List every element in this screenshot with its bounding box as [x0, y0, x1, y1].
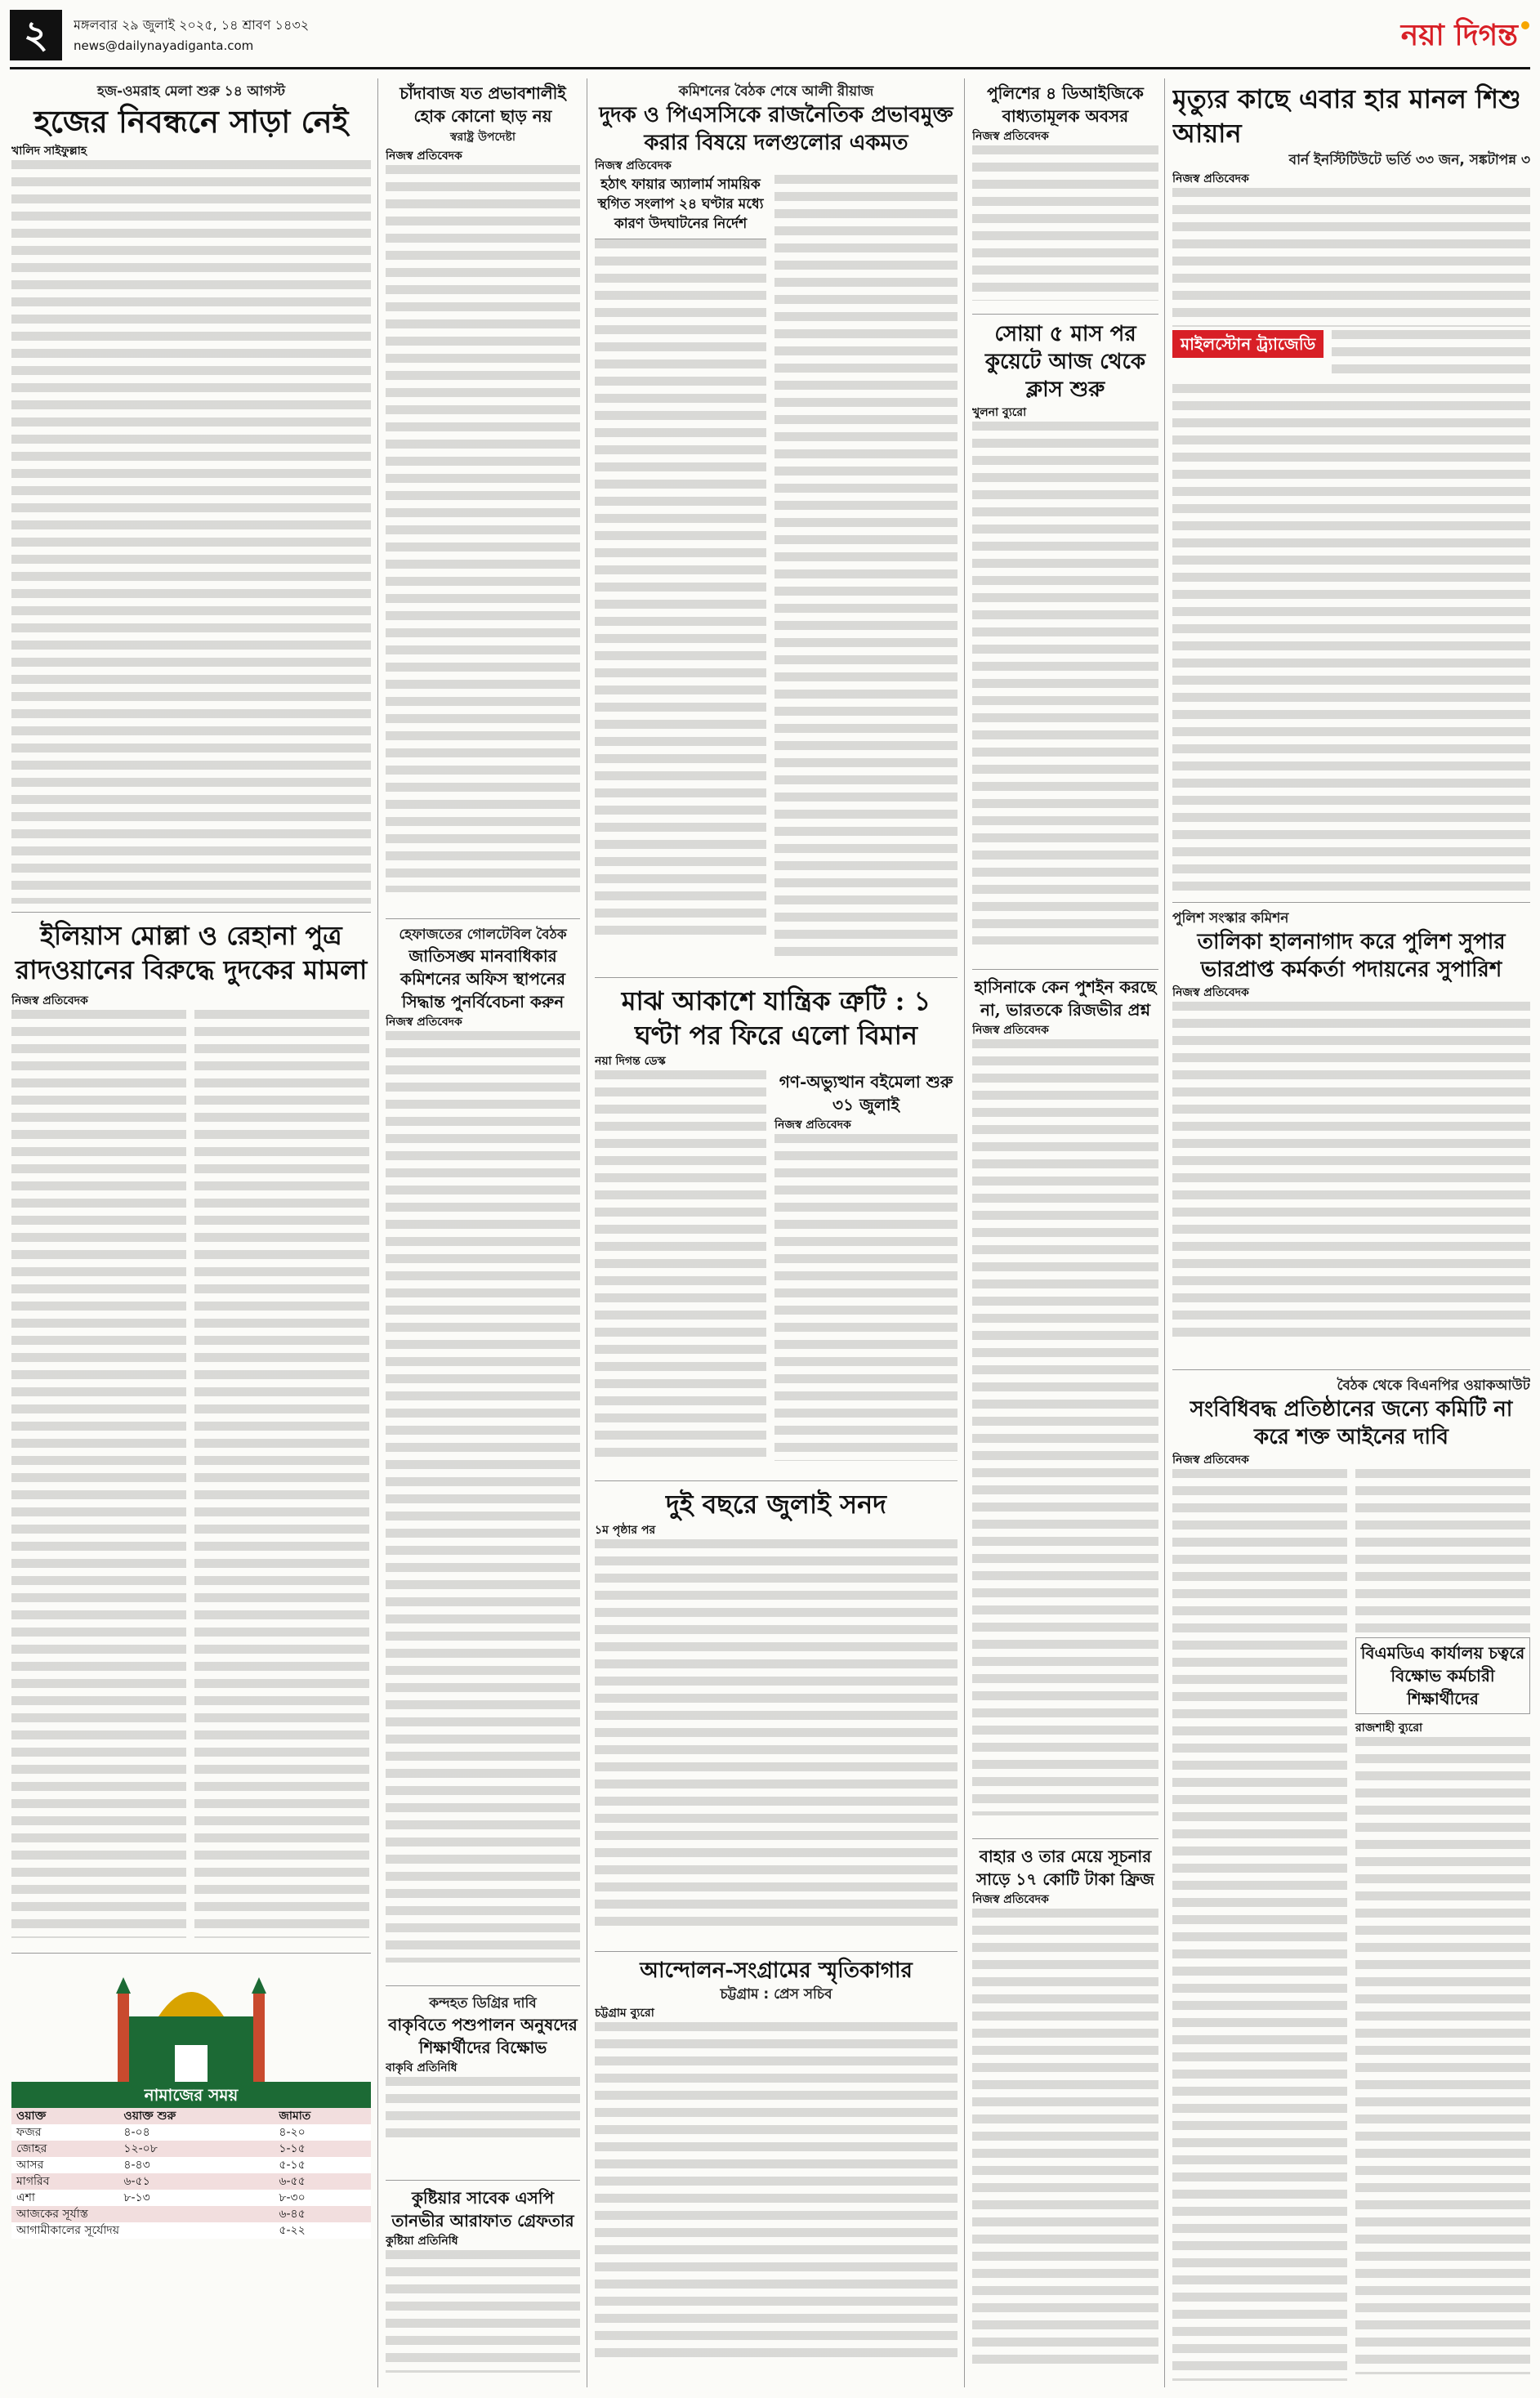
- article-headline[interactable]: সংবিধিবদ্ধ প্রতিষ্ঠানের জন্যে কমিটি না করে শক্ত আইনের দাবি: [1190, 1397, 1513, 1449]
- article-kushtia[interactable]: [386, 2186, 580, 2391]
- article-byline: নিজস্ব প্রতিবেদক: [386, 150, 462, 163]
- prayer-cell: ৫-১৫: [274, 2157, 371, 2173]
- page-number: ২: [10, 10, 62, 60]
- prayer-cell: আসর: [11, 2157, 118, 2173]
- article-body: [1172, 384, 1530, 891]
- article-body: [1172, 1002, 1530, 1345]
- prayer-table: [11, 2108, 371, 2239]
- prayer-cell: ৪-৪৩: [118, 2157, 274, 2173]
- article-headline[interactable]: মাঝ আকাশে যান্ত্রিক ত্রুটি : ১ ঘণ্টা পর ফিরে এলো বিমান: [621, 985, 931, 1051]
- prayer-cell: মাগরিব: [11, 2173, 118, 2190]
- boimela-headline[interactable]: গণ-অভ্যুত্থান বইমেলা শুরু ৩১ জুলাই: [779, 1072, 953, 1114]
- article-headline[interactable]: চাঁদাবাজ যত প্রভাবশালীই হোক কোনো ছাড় নয়: [400, 83, 566, 126]
- article-byline: খালিদ সাইফুল্লাহ: [11, 145, 87, 158]
- article-body: [11, 160, 371, 904]
- prayer-header-cell: জামাত: [274, 2108, 371, 2124]
- column-divider: [1164, 78, 1165, 2387]
- newspaper-logo[interactable]: [1340, 10, 1529, 60]
- article-kicker: চট্টগ্রাম : প্রেস সচিব: [720, 1986, 832, 2003]
- article-kicker: বৈঠক থেকে বিএনপির ওয়াকআউট: [1337, 1378, 1530, 1394]
- article-kuwait[interactable]: [972, 320, 1158, 966]
- article-headline[interactable]: জাতিসঙ্ঘ মানবাধিকার কমিশনের অফিস স্থাপনের সিদ্ধান্ত পুনর্বিবেচনা করুন: [400, 946, 565, 1011]
- article-plane[interactable]: [595, 984, 957, 1474]
- prayer-header-cell: ওয়াক্ত শুরু: [118, 2108, 274, 2124]
- section-tag[interactable]: মাইলস্টোন ট্র্যাজেডি: [1172, 330, 1324, 358]
- article-hasina[interactable]: [972, 976, 1158, 1833]
- article-kicker: ১ম পৃষ্ঠার পর: [595, 1524, 656, 1537]
- article-byline: কুষ্টিয়া প্রতিনিধি: [386, 2235, 458, 2248]
- article-body-col: [1355, 1469, 1530, 1632]
- article-police-reform[interactable]: [1172, 909, 1530, 1366]
- article-headline[interactable]: পুলিশের ৪ ডিআইজিকে বাধ্যতামূলক অবসর: [987, 83, 1144, 126]
- article-byline: নিজস্ব প্রতিবেদক: [972, 1024, 1049, 1037]
- article-kandahar[interactable]: [386, 1994, 580, 2173]
- article-body: [1332, 330, 1530, 379]
- article-byline: নিজস্ব প্রতিবেদক: [1172, 1454, 1249, 1467]
- logo-text: নয়া দিগন্ত: [1400, 18, 1518, 52]
- article-byline: নিজস্ব প্রতিবেদক: [386, 1016, 462, 1029]
- article-headline[interactable]: ইলিয়াস মোল্লা ও রেহানা পুত্র রাদওয়ানের বিরুদ্ধে দুদকের মামলা: [15, 920, 368, 985]
- article-headline[interactable]: হজের নিবন্ধনে সাড়া নেই: [33, 103, 349, 140]
- column-divider: [964, 78, 965, 2387]
- article-kicker: কমিশনের বৈঠক শেষে আলী রীয়াজ: [678, 83, 874, 100]
- sunrise-label: আগামীকালের সূর্যোদয়: [11, 2222, 274, 2239]
- section-divider: [386, 918, 580, 919]
- article-body: [972, 1909, 1158, 2366]
- article-bahar[interactable]: [972, 1845, 1158, 2384]
- section-divider: [595, 977, 957, 978]
- sunset-label: আজকের সূর্যাস্ত: [11, 2206, 274, 2222]
- boimela-byline: নিজস্ব প্রতিবেদক: [774, 1119, 851, 1132]
- article-headline[interactable]: বাকৃবিতে পশুপালন অনুষদের শিক্ষার্থীদের বিক্ষোভ: [388, 2015, 578, 2057]
- section-divider: [1172, 1369, 1530, 1370]
- email-address[interactable]: news@dailynayadiganta.com: [74, 38, 254, 53]
- prayer-cell: ৪-২০: [274, 2124, 371, 2141]
- prayer-times-box: [11, 1959, 371, 2384]
- prayer-cell: ৮-৩০: [274, 2190, 371, 2206]
- article-byline: নিজস্ব প্রতিবেদক: [1172, 172, 1249, 185]
- article-byline: খুলনা ব্যুরো: [972, 406, 1027, 419]
- prayer-cell: ১২-০৮: [118, 2141, 274, 2157]
- section-divider: [972, 969, 1158, 970]
- section-divider: [1172, 902, 1530, 903]
- article-body: [972, 1039, 1158, 1815]
- article-body: [595, 1539, 957, 1931]
- column-divider: [377, 78, 378, 2387]
- bmdc-headline[interactable]: বিএমডিএ কার্যালয় চত্বরে বিক্ষোভ কর্মচারী শিক্ষার্থীদের: [1360, 1643, 1525, 1708]
- article-kicker: হজ-ওমরাহ মেলা শুরু ১৪ আগস্ট: [96, 83, 286, 100]
- article-body-col: [194, 1010, 369, 1938]
- article-headline[interactable]: বাহার ও তার মেয়ে সূচনার সাড়ে ১৭ কোটি টাকা ফ্রিজ: [976, 1847, 1154, 1889]
- article-body-col: [595, 239, 766, 942]
- article-headline[interactable]: দুদক ও পিএসসিকে রাজনৈতিক প্রভাবমুক্ত করার বিষয়ে দলগুলোর একমত: [599, 103, 953, 155]
- prayer-cell: ফজর: [11, 2124, 118, 2141]
- section-divider: [11, 912, 371, 913]
- article-byline: নিজস্ব প্রতিবেদক: [972, 130, 1049, 143]
- article-headline[interactable]: মৃত্যুর কাছে এবার হার মানল শিশু আয়ান: [1172, 83, 1521, 149]
- article-kicker: বার্ন ইনস্টিটিউটে ভর্তি ৩৩ জন, সঙ্কটাপন্ন ৩: [1288, 152, 1530, 168]
- section-divider: [595, 1951, 957, 1952]
- article-body: [386, 165, 580, 892]
- prayer-cell: ৮-১৩: [118, 2190, 274, 2206]
- article-headline[interactable]: দুই বছরে জুলাই সনদ: [666, 1489, 886, 1520]
- section-divider: [386, 1985, 580, 1986]
- article-body: [386, 1031, 580, 1963]
- article-headline[interactable]: হাসিনাকে কেন পুশইন করছে না, ভারতকে রিজভীর প্রশ্ন: [974, 977, 1157, 1020]
- article-chandabaj[interactable]: [386, 82, 580, 915]
- prayer-cell: এশা: [11, 2190, 118, 2206]
- article-body-col: [11, 1010, 186, 1938]
- article-byline: নিজস্ব প্রতিবেদক: [595, 159, 672, 172]
- bmdc-byline: রাজশাহী ব্যুরো: [1355, 1721, 1423, 1735]
- section-divider: [11, 1953, 371, 1954]
- section-divider: [386, 2180, 580, 2181]
- article-ilias[interactable]: [11, 918, 371, 1948]
- article-body-col: [774, 175, 957, 959]
- article-body: [1172, 188, 1530, 327]
- article-byline: বাকৃবি প্রতিনিধি: [386, 2061, 458, 2074]
- article-body-col: [1172, 1469, 1347, 2381]
- article-andolon[interactable]: [595, 1951, 957, 2384]
- prayer-cell: ১-১৫: [274, 2141, 371, 2157]
- article-july-sanad[interactable]: [595, 1487, 957, 1945]
- prayer-cell: জোহর: [11, 2141, 118, 2157]
- boimela-body: [774, 1134, 957, 1461]
- article-headline[interactable]: সোয়া ৫ মাস পর কুয়েটে আজ থেকে ক্লাস শুরু: [984, 322, 1146, 402]
- section-divider: [595, 1480, 957, 1481]
- article-kicker: হেফাজতের গোলটেবিল বৈঠক: [399, 927, 567, 943]
- article-headline[interactable]: তালিকা হালনাগাদ করে পুলিশ সুপার ভারপ্রাপ্ত কর্মকর্তা পদায়নের সুপারিশ: [1197, 930, 1506, 982]
- article-body: [386, 2250, 580, 2373]
- sunset-time: ৬-৪৫: [274, 2206, 371, 2222]
- masthead-rule: [10, 67, 1530, 69]
- article-kicker: কন্দহত ডিগ্রির দাবি: [429, 1995, 537, 2012]
- section-divider: [972, 1838, 1158, 1839]
- article-byline: নিজস্ব প্রতিবেদক: [11, 994, 88, 1007]
- sunrise-time: ৫-২২: [274, 2222, 371, 2239]
- article-bnp[interactable]: [1172, 1376, 1530, 2389]
- prayer-cell: ৬-৫৫: [274, 2173, 371, 2190]
- box-headline[interactable]: হঠাৎ ফায়ার অ্যালার্ম সাময়িক স্থগিত সংলাপ ২৪ ঘণ্টার মধ্যে কারণ উদঘাটনের নির্দেশ: [595, 175, 766, 239]
- logo-dot-icon: [1521, 21, 1529, 29]
- article-headline[interactable]: কুষ্টিয়ার সাবেক এসপি তানভীর আরাফাত গ্রেফতার: [391, 2188, 574, 2231]
- bmdc-body: [1355, 1737, 1530, 2374]
- article-byline: নিজস্ব প্রতিবেদক: [1172, 986, 1249, 999]
- article-commission[interactable]: [595, 82, 957, 972]
- article-body: [386, 2077, 580, 2142]
- article-body: [972, 145, 1158, 301]
- article-kicker: পুলিশ সংস্কার কমিশন: [1172, 910, 1289, 927]
- article-kicker: স্বরাষ্ট্র উপদেষ্টা: [450, 131, 516, 144]
- prayer-header-cell: ওয়াক্ত: [11, 2108, 118, 2124]
- article-hajj[interactable]: [11, 82, 371, 907]
- article-hefazat[interactable]: [386, 925, 580, 1979]
- article-headline[interactable]: আন্দোলন-সংগ্রামের স্মৃতিকাগার: [640, 1958, 913, 1983]
- prayer-cell: ৬-৫১: [118, 2173, 274, 2190]
- mosque-icon: [109, 1959, 273, 2082]
- section-divider: [972, 314, 1158, 315]
- article-byline: চট্টগ্রাম ব্যুরো: [595, 2007, 654, 2020]
- prayer-cell: ৪-০৪: [118, 2124, 274, 2141]
- article-byline: নয়া দিগন্ত ডেস্ক: [595, 1055, 666, 1068]
- article-ayan[interactable]: [1172, 82, 1530, 899]
- article-byline: নিজস্ব প্রতিবেদক: [972, 1893, 1049, 1906]
- article-body: [595, 2022, 957, 2357]
- prayer-title: নামাজের সময়: [11, 2082, 371, 2108]
- article-body: [972, 422, 1158, 944]
- article-police-dig[interactable]: [972, 82, 1158, 310]
- article-body-col: [595, 1070, 766, 1462]
- date-line: মঙ্গলবার ২৯ জুলাই ২০২৫, ১৪ শ্রাবণ ১৪৩২: [74, 17, 310, 33]
